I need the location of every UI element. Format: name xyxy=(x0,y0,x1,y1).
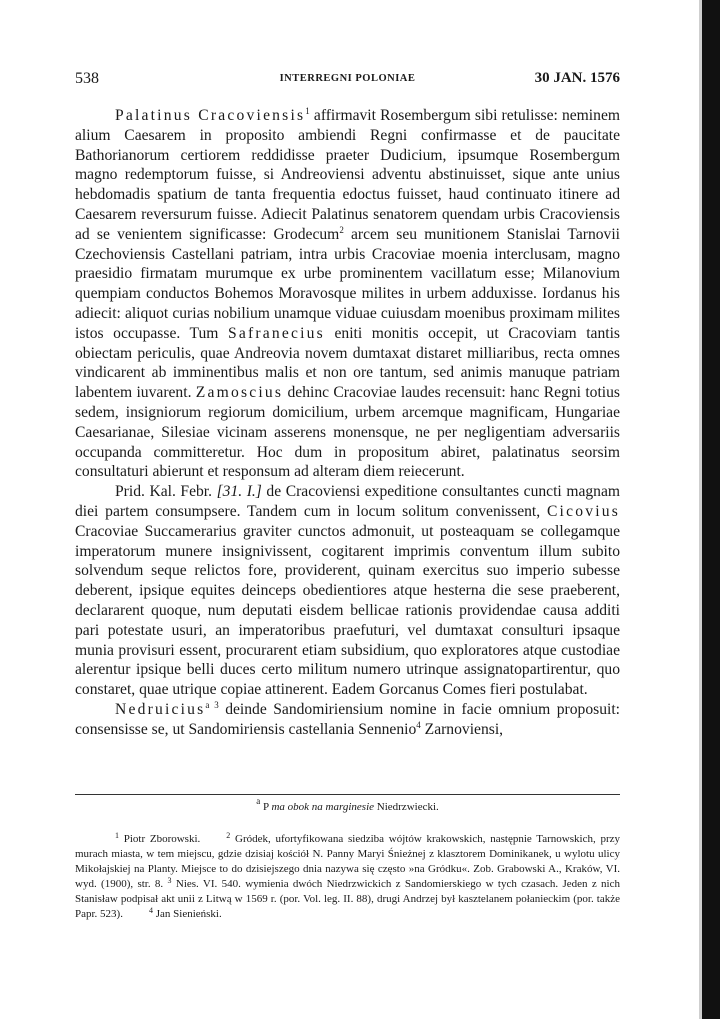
spaced-name: Nedruicius xyxy=(115,700,206,718)
header-date: 30 JAN. 1576 xyxy=(534,70,620,86)
paragraph-text: arcem seu munitionem Stanislai Tarnovii Czechoviensis Castellani patriam, intra urbis Cracoviae moenia interclusam, magno praesidio firmatam murumque ex urbe prominentem vacillatum esse; Milanovium quempiam conductos Bohemos Moravosque milites in urbem adduxisse. Iordanus his adiecit: aliquot curias nobilium unamque viduae cuiusdam moenibus proximam milites istos occupasse. Tum xyxy=(75,225,621,342)
paragraph-text: Zarnoviensi, xyxy=(420,720,504,738)
main-text xyxy=(75,106,620,740)
paragraph-text: Cracoviae Succamerarius graviter cunctos admonuit, ut posteaquam se collegamque imperatorum munere insignivissent, cogitarent imprimis conventum illum subito solvendum seque relictos fore, providerent, quinam exercitus suo imperio subesse deberent, ipsique equites deinceps obedientiores atque hesterna die sese praeberent, declararent quoque, num deputati eisdem bellicae rationis providendae causa additi pari potestate usuri, an imperatoribus praefuturi, vel dumtaxat consulturi ipsaque munia provisuri essent, procurarent etiam subsidium, quo exploratores atque custodiae alerentur ipsique belli duces certo militum numero utrinque assignatopartirentur, quo constaret, quae utrique copiae attinerent. Eadem Gorcanus Comes fieri postulabat. xyxy=(75,522,620,699)
footnote-number: 1 xyxy=(115,831,119,840)
paragraph-text: affirmavit Rosembergum sibi retulisse: neminem alium Caesarem in proposito ambiendi Regni confirmasse et de paucitate Bathorianorum certiorem reddidisse praeter Dudicium, ipsumque Rosembergum magno redemptorum fuisse, si Andreoviensi adventu abstinuisset, sique ante unius hebdomadis spatium de tanta frequentia edoctus fuisset, haud continuato itinere ad Caesarem reversurum fuisse. Adiecit Palatinus senatorem quendam urbis Cracoviensis ad se venientem significasse: Grodecum xyxy=(75,107,620,243)
footnote-text: Piotr Zborowski. xyxy=(119,833,201,845)
footnote-ref: 2 xyxy=(339,224,344,235)
footnote-text: Gródek, ufortyfikowana siedziba wójtów krakowskich, następnie Tarnowskich, przy murach miasta, w tem miejscu, gdzie dzisiaj kościół N. Panny Maryi Śnieżnej z klasztorem Dominikanek, u wylotu ulicy Mikołajskiej na Planty. Miejsce to do dzisiejszego dnia nazywa się często »na Gródku«. Zob. Grabowski A., Kraków, VI. wyd. (1900), str. 8. xyxy=(75,833,620,890)
footnote-block xyxy=(75,832,620,922)
footnote-text: Nies. VI. 540. wymienia dwóch Niedrzwickich z Sandomierskiego w tych czasach. Jeden z nich Stanisław podpisał akt unii z Litwą w 1569 r. (por. Vol. leg. II. 88), drugi Andrzej był kasztelanem połanieckim (por. także Papr. 523). xyxy=(75,878,620,920)
footnote-ref: 1 xyxy=(305,106,310,116)
apparatus-note xyxy=(75,796,620,814)
page-header xyxy=(75,70,620,92)
spaced-name: Palatinus Cracoviensis xyxy=(115,107,306,124)
page-number: 538 xyxy=(75,70,99,87)
apparatus-mark: a xyxy=(256,796,261,806)
footnote-number: 4 xyxy=(148,906,153,915)
spaced-name: Zamoscius xyxy=(195,384,284,402)
paragraph-text: dehinc Cracoviae laudes recensuit: hanc Regni totius sedem, insigniorum regiorum domicilium, urbem arcemque magnificam, Hungariae Caesarianae, Silesiae vicinam asserens monensque, ne per negligentiam adversariis occupanda committeretur. Hoc dum in propositum abiret, palatinatus seorsim consultaturi abierunt et responsum ad alteram diem reiecerunt. xyxy=(75,384,620,481)
footnotes xyxy=(75,832,620,922)
footnote-ref: 4 xyxy=(416,719,421,730)
book-spine xyxy=(702,0,720,1019)
paragraph-text: deinde Sandomiriensium nomine in facie omnium proposuit: consensisse se, ut Sandomiriensis castellania Sennenio xyxy=(75,700,620,738)
footnote-ref: a 3 xyxy=(205,699,219,710)
spaced-name: Cicovius xyxy=(546,502,620,520)
running-title: INTERREGNI POLONIAE xyxy=(279,73,416,84)
paragraph-text: eniti monitis occepit, ut Cracoviam tantis obiectam periculis, quae Andreovia novem dumtaxat distaret milliaribus, recta omnes vindicarent ab imminentibus malis et non ore tantum, sed animis manuque patriam labentem iuvarent. xyxy=(75,324,620,402)
footnote-divider xyxy=(75,794,620,795)
paragraph-1 xyxy=(75,106,620,482)
apparatus-text: P xyxy=(260,801,272,813)
spaced-name: Safranecius xyxy=(227,324,325,342)
footnote-number: 3 xyxy=(167,876,172,885)
footnote-number: 2 xyxy=(226,831,231,840)
paragraph-text: Prid. Kal. Febr. xyxy=(115,483,217,501)
apparatus-italic: ma obok na marginesie xyxy=(271,801,375,813)
paragraph-text: de Cracoviensi expeditione consultantes cuncti magnam diei partem consumpsere. Tandem cum in locum solitum convenissent, xyxy=(75,483,621,520)
paragraph-2 xyxy=(75,482,620,700)
paragraph-3 xyxy=(75,700,620,740)
date-reference: [31. I.] xyxy=(216,483,262,501)
footnote-text: Jan Sienieński. xyxy=(152,908,222,920)
apparatus-text: Niedrzwiecki. xyxy=(374,801,439,813)
